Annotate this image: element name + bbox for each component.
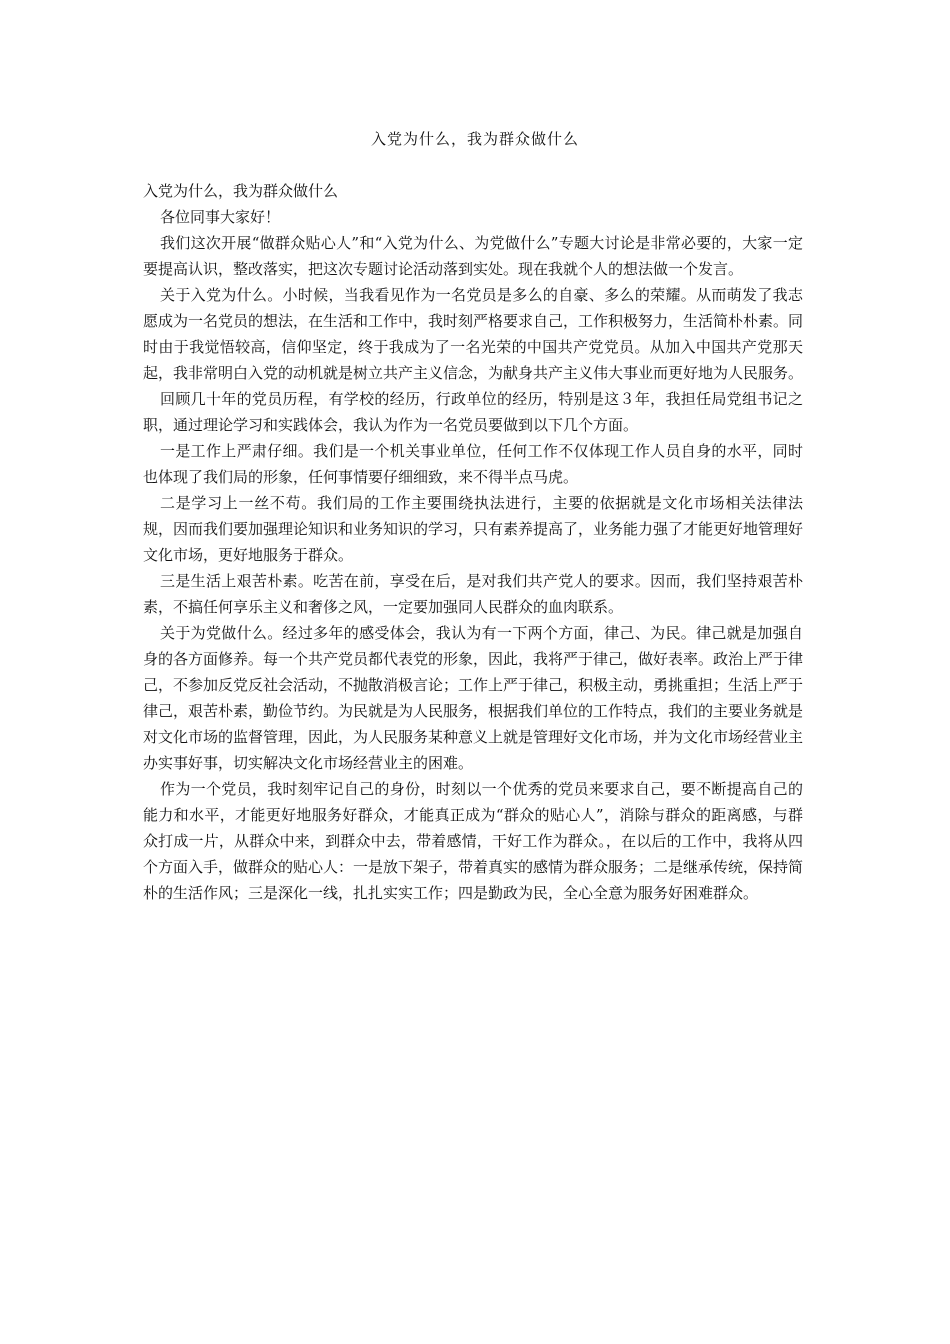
document-title: 入党为什么，我为群众做什么 [370, 130, 579, 148]
intro-paragraph: 我们这次开展“做群众贴心人”和“入党为什么、为党做什么”专题大讨论是非常必要的，大家一定要提高认识，整改落实，把这次专题讨论活动落到实处。现在我就个人的想法做一个发言。 [143, 234, 803, 278]
greeting-paragraph: 各位同事大家好！ [160, 208, 281, 226]
body-heading: 入党为什么，我为群众做什么 [143, 182, 339, 200]
closing-paragraph: 作为一个党员，我时刻牢记自己的身份，时刻以一个优秀的党员来要求自己，要不断提高自己的能力和水平，才能更好地服务好群众，才能真正成为“群众的贴心人”，消除与群众的距离感，与群众打成一片，从群众中来，到群众中去，带着感情，干好工作为群众。，在以后的工作中，我将从四个方面入手，做群众的贴心人：一是放下架子，带着真实的感情为群众服务；二是继承传统，保持简朴的生活作风；三是深化一线，扎扎实实工作；四是勤政为民，全心全意为服务好困难群众。 [143, 780, 804, 902]
what-to-do-paragraph: 关于为党做什么。经过多年的感受体会，我认为有一下两个方面，律己、为民。律己就是加强自身的各方面修养。每一个共产党员都代表党的形象，因此，我将严于律己，做好表率。政治上严于律己，不参加反党反社会活动，不抛散消极言论；工作上严于律己，积极主动，勇挑重担；生活上严于律己，艰苦朴素，勤俭节约。为民就是为人民服务，根据我们单位的工作特点，我们的主要业务就是对文化市场的监督管理，因此，为人民服务某种意义上就是管理好文化市场，并为文化市场经营业主办实事好事，切实解决文化市场经营业主的困难。 [143, 624, 804, 772]
document-body [143, 178, 803, 906]
why-join-paragraph: 关于入党为什么。小时候，当我看见作为一名党员是多么的自豪、多么的荣耀。从而萌发了我志愿成为一名党员的想法，在生活和工作中，我时刻严格要求自己，工作积极努力，生活简朴朴素。同时由于我觉悟较高，信仰坚定，终于我成为了一名光荣的中国共产党党员。从加入中国共产党那天起，我非常明白入党的动机就是树立共产主义信念，为献身共产主义伟大事业而更好地为人民服务。 [143, 286, 804, 382]
review-paragraph: 回顾几十年的党员历程，有学校的经历，行政单位的经历，特别是这３年，我担任局党组书记之职，通过理论学习和实践体会，我认为作为一名党员要做到以下几个方面。 [143, 390, 803, 434]
point-two-paragraph: 二是学习上一丝不苟。我们局的工作主要围绕执法进行，主要的依据就是文化市场相关法律法规，因而我们要加强理论知识和业务知识的学习，只有素养提高了，业务能力强了才能更好地管理好文化市场，更好地服务于群众。 [143, 494, 804, 564]
point-one-paragraph: 一是工作上严肃仔细。我们是一个机关事业单位，任何工作不仅体现工作人员自身的水平，同时也体现了我们局的形象，任何事情要仔细细致，来不得半点马虎。 [143, 442, 803, 486]
point-three-paragraph: 三是生活上艰苦朴素。吃苦在前，享受在后，是对我们共产党人的要求。因而，我们坚持艰苦朴素，不搞任何享乐主义和奢侈之风，一定要加强同人民群众的血肉联系。 [143, 572, 803, 616]
